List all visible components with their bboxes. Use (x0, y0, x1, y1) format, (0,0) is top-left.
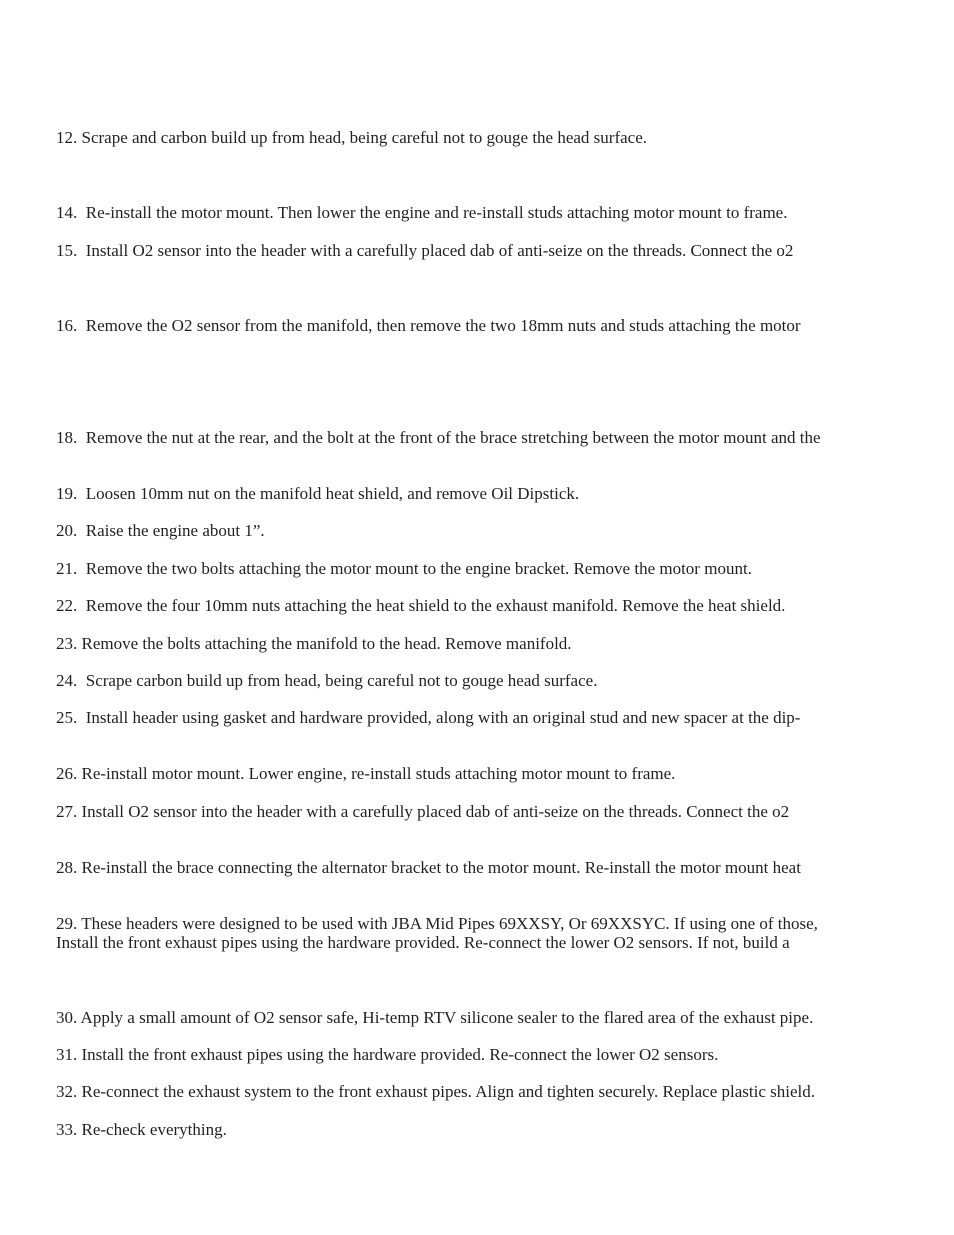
step-22: 22. Remove the four 10mm nuts attaching the heat shield to the exhaust manifold. Remove the heat shield. (56, 596, 786, 615)
step-33: 33. Re-check everything. (56, 1120, 227, 1139)
step-29-line-1: 29. These headers were designed to be used with JBA Mid Pipes 69XXSY, Or 69XXSYC. If using one of those, (56, 914, 818, 933)
step-29-line-2: Install the front exhaust pipes using the hardware provided. Re-connect the lower O2 sensors. If not, build a (56, 933, 790, 952)
step-32: 32. Re-connect the exhaust system to the front exhaust pipes. Align and tighten securely. Replace plastic shield. (56, 1082, 815, 1101)
step-14: 14. Re-install the motor mount. Then lower the engine and re-install studs attaching motor mount to frame. (56, 203, 788, 222)
step-16: 16. Remove the O2 sensor from the manifold, then remove the two 18mm nuts and studs attaching the motor (56, 316, 801, 335)
step-27: 27. Install O2 sensor into the header with a carefully placed dab of anti-seize on the threads. Connect the o2 (56, 802, 790, 821)
step-26: 26. Re-install motor mount. Lower engine, re-install studs attaching motor mount to frame. (56, 764, 676, 783)
step-18: 18. Remove the nut at the rear, and the bolt at the front of the brace stretching between the motor mount and the (56, 428, 821, 447)
step-25: 25. Install header using gasket and hardware provided, along with an original stud and new spacer at the dip- (56, 708, 801, 727)
step-19: 19. Loosen 10mm nut on the manifold heat shield, and remove Oil Dipstick. (56, 484, 580, 503)
step-15: 15. Install O2 sensor into the header with a carefully placed dab of anti-seize on the threads. Connect the o2 (56, 241, 794, 260)
step-12: 12. Scrape and carbon build up from head, being careful not to gouge the head surface. (56, 128, 648, 147)
step-23: 23. Remove the bolts attaching the manifold to the head. Remove manifold. (56, 634, 572, 653)
step-24: 24. Scrape carbon build up from head, being careful not to gouge head surface. (56, 671, 598, 690)
step-21: 21. Remove the two bolts attaching the motor mount to the engine bracket. Remove the motor mount. (56, 559, 752, 578)
step-31: 31. Install the front exhaust pipes using the hardware provided. Re-connect the lower O2 sensors. (56, 1045, 719, 1064)
step-30: 30. Apply a small amount of O2 sensor safe, Hi-temp RTV silicone sealer to the flared area of the exhaust pipe. (56, 1008, 814, 1027)
step-28: 28. Re-install the brace connecting the alternator bracket to the motor mount. Re-install the motor mount heat (56, 858, 801, 877)
step-20: 20. Raise the engine about 1”. (56, 521, 265, 540)
